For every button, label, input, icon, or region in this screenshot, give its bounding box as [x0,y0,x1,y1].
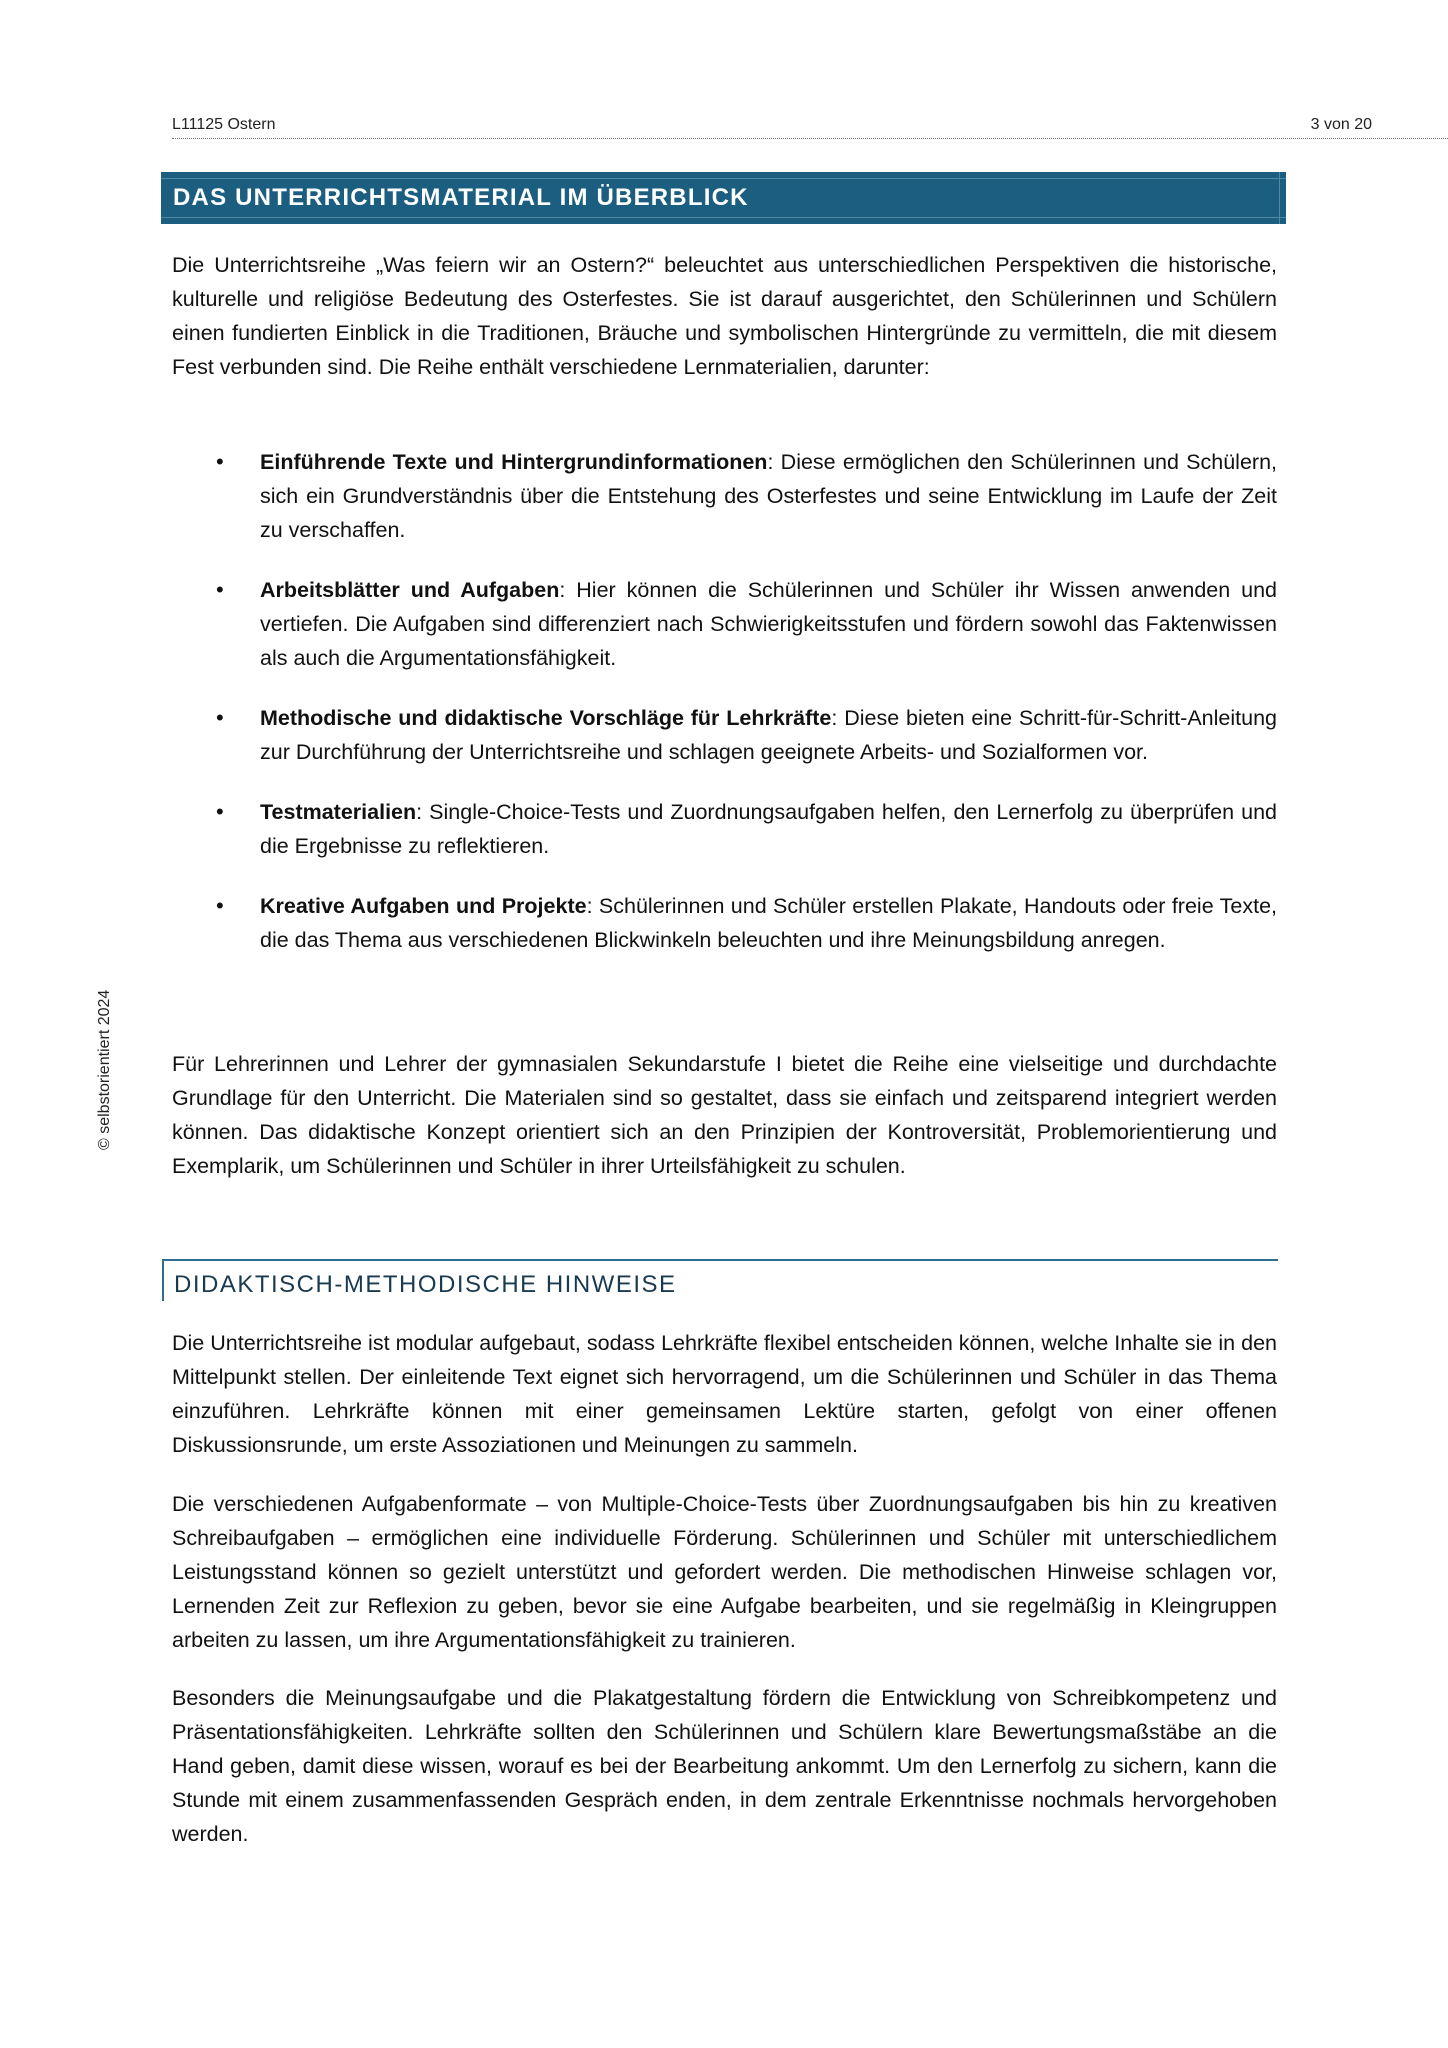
list-item-text: : Schülerinnen und Schüler erstellen Plakate, Handouts oder freie Texte, die das Thema aus verschiedenen Blickwinkeln beleuchten und ihre Meinungsbildung anregen. [260,894,1277,952]
list-item [172,701,1277,769]
section-heading: DAS UNTERRICHTSMATERIAL IM ÜBERBLICK [173,184,749,211]
bullet-icon: • [216,705,224,730]
list-item-term: Einführende Texte und Hintergrundinformationen [260,450,768,474]
list-item-term: Kreative Aufgaben und Projekte [260,894,587,918]
closing-paragraph: Für Lehrerinnen und Lehrer der gymnasialen Sekundarstufe I bietet die Reihe eine vielseitige und durchdachte Grundlage für den Unterricht. Die Materialen sind so gestaltet, dass sie einfach und zeitsparend integriert werden können. Das didaktische Konzept orientiert sich an den Prinzipien der Kontroversität, Problemorientierung und Exemplarik, um Schülerinnen und Schüler in ihrer Urteilsfähigkeit zu schulen. [172,1052,1277,1178]
page-number: 3 von 20 [1310,116,1372,133]
bullet-icon: • [216,799,224,824]
list-item-term: Arbeitsblätter und Aufgaben [260,578,560,602]
list-item [172,573,1277,675]
hint-paragraph: Die Unterrichtsreihe ist modular aufgebaut, sodass Lehrkräfte flexibel entscheiden können, welche Inhalte sie in den Mittelpunkt stellen. Der einleitende Text eignet sich hervorragend, um die Schülerinnen und Schüler in das Thema einzuführen. Lehrkräfte können mit einer gemeinsamen Lektüre starten, gefolgt von einer offenen Diskussionsrunde, um erste Assoziationen und Meinungen zu sammeln. [172,1331,1277,1457]
bullet-icon: • [216,449,224,474]
list-item-text: : Diese bieten eine Schritt-für-Schritt-Anleitung zur Durchführung der Unterrichtsreihe und schlagen geeignete Arbeits- und Sozialformen vor. [260,706,1277,764]
list-item-term: Testmaterialien [260,800,417,824]
hint-paragraph: Die verschiedenen Aufgabenformate – von Multiple-Choice-Tests über Zuordnungsaufgaben bis hin zu kreativen Schreibaufgaben – ermöglichen eine individuelle Förderung. Schülerinnen und Schüler mit unterschiedlichem Leistungsstand können so gezielt unterstützt und gefordert werden. Die methodischen Hinweise schlagen vor, Lernenden Zeit zur Reflexion zu geben, bevor sie eine Aufgabe bearbeiten, und sie regelmäßig in Kleingruppen arbeiten zu lassen, um ihre Argumentationsfähigkeit zu trainieren. [172,1492,1277,1652]
list-item-text: : Single-Choice-Tests und Zuordnungsaufgaben helfen, den Lernerfolg zu überprüfen und die Ergebnisse zu reflektieren. [260,800,1277,858]
hint-paragraph: Besonders die Meinungsaufgabe und die Plakatgestaltung fördern die Entwicklung von Schreibkompetenz und Präsentationsfähigkeiten. Lehrkräfte sollten den Schülerinnen und Schülern klare Bewertungsmaßstäbe an die Hand geben, damit diese wissen, worauf es bei der Bearbeitung ankommt. Um den Lernerfolg zu sichern, kann die Stunde mit einem zusammenfassenden Gespräch enden, in dem zentrale Erkenntnisse nochmals hervorgehoben werden. [172,1686,1277,1846]
subsection-heading-box [162,1259,1278,1301]
list-item [172,795,1277,863]
section-banner [161,172,1286,224]
page-header [172,114,1448,139]
list-item [172,445,1277,547]
materials-list [172,445,1277,983]
document-title: L11125 Ostern [172,116,276,133]
list-item [172,889,1277,957]
copyright-note: © selbstorientiert 2024 [96,989,113,1150]
subsection-heading: DIDAKTISCH-METHODISCHE HINWEISE [174,1271,677,1298]
bullet-icon: • [216,893,224,918]
list-item-text: : Hier können die Schülerinnen und Schüler ihr Wissen anwenden und vertiefen. Die Aufgaben sind differenziert nach Schwierigkeitsstufen und fördern sowohl das Faktenwissen als auch die Argumentationsfähigkeit. [260,578,1277,670]
bullet-icon: • [216,577,224,602]
list-item-text: : Diese ermöglichen den Schülerinnen und Schülern, sich ein Grundverständnis über die Entstehung des Osterfestes und seine Entwicklung im Laufe der Zeit zu verschaffen. [260,450,1278,542]
list-item-term: Methodische und didaktische Vorschläge für Lehrkräfte [260,706,832,730]
intro-paragraph: Die Unterrichtsreihe „Was feiern wir an Ostern?“ beleuchtet aus unterschiedlichen Perspektiven die historische, kulturelle und religiöse Bedeutung des Osterfestes. Sie ist darauf ausgerichtet, den Schülerinnen und Schülern einen fundierten Einblick in die Traditionen, Bräuche und symbolischen Hintergründe zu vermitteln, die mit diesem Fest verbunden sind. Die Reihe enthält verschiedene Lernmaterialien, darunter: [172,253,1277,379]
